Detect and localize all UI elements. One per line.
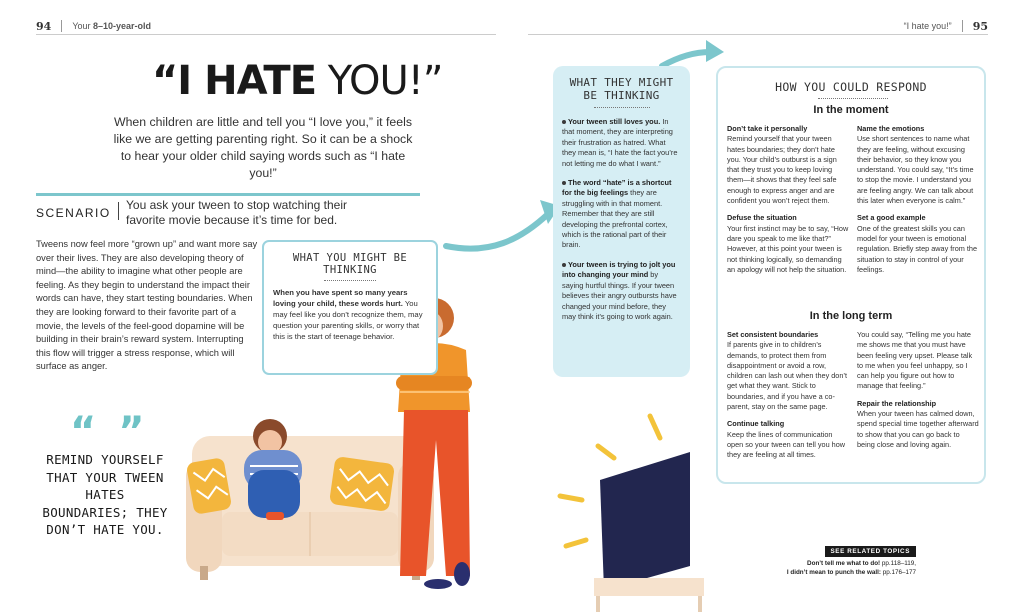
parent-thinking-bold: When you have spent so many years loving your child, these words hurt. [273,288,408,308]
related-topics [786,546,916,577]
item-text: they are struggling with in that moment. Remember that they are still developing the prefrontal cortex, which is the rational part of their brain. [562,188,668,250]
pull-quote: REMIND YOURSELF THAT YOUR TWEEN HATES BOUNDARIES; THEY DON’T HATE YOU. [42,452,168,537]
pillow-right [329,456,395,512]
intro-text: When children are little and tell you “I love you,” it feels like we are getting parenting right. So it can be a shock to hear your older child saying words such as “I hate you!” [113,115,413,180]
tween-thinking-item [562,117,681,169]
tip-text: You could say, “Telling me you hate me shows me that you must have been feeling very upset. Please talk to me when you feel unhappy, so I can help you figure out how to manage that feeling.” [857,330,973,391]
left-running-title-pre: Your [72,21,93,31]
tip-title: Don’t take it personally [727,124,808,133]
tip-title: Repair the relationship [857,398,937,408]
left-running-title-bold: 8–10-year-old [93,21,152,31]
television [560,416,704,612]
tip-title: Defuse the situation [727,213,797,223]
tween-thinking-item [562,178,681,251]
child [244,419,302,520]
arrow-to-tween-box [446,214,548,249]
tip-text: One of the greatest skills you can model for your tween is emotional regulation. Briefly step away from the situation to stay in control of your feelings. [857,223,978,274]
tip-title: Name the emotions [857,124,925,133]
quote-marks: “ ” [70,409,149,455]
arrow-to-respond-box [662,52,710,66]
related-link-title[interactable]: I didn’t mean to punch the wall: [786,569,881,576]
tip-title: Set a good example [857,213,926,223]
tween-thinking-box [553,66,690,377]
tip-title: Set consistent boundaries [727,330,819,339]
arrow-head [706,40,724,62]
page-title-thin: YOU!” [316,58,443,104]
right-running-title: “I hate you!” [903,21,952,31]
item-bold: Your tween is trying to jolt you into changing your mind [562,259,676,280]
moment-right-column [857,124,979,275]
respond-heading: HOW YOU COULD RESPOND [775,80,927,94]
parent-thinking-heading: WHAT YOU MIGHT BE THINKING [292,252,408,276]
long-term-heading: In the long term [809,310,893,322]
long-term-right-column [857,330,979,450]
scenario-label: SCENARIO [36,206,111,220]
tip-text: Use short sentences to name what they are feeling, without excusing their behavior, so they know you understand. You could say, “It’s time to stop the movie. I understand you are feeling angry. We can talk about this later when everyone is calm.” [857,134,974,206]
item-bold: The word “hate” is a shortcut for the big feelings [562,178,672,198]
left-page-number: 94 [36,19,52,33]
related-link[interactable] [786,568,916,577]
body-text: Tweens now feel more “grown up” and want more say over their lives. They are also developing theory of mind—the ability to imagine what other people are feeling. As they begin to understand the impact their words can have, they start testing boundaries. When they are looking forward to their favorite part of a movie, the levels of the feel-good dopamine will be building in their brain’s reward system. Interrupting this flow will trigger a stress response, which will surface as anger. [36,239,258,372]
related-link-pages: pp.118–119, [880,560,916,567]
tween-thinking-item [562,260,681,322]
related-topics-tag: SEE RELATED TOPICS [825,546,917,557]
long-term-left-column [727,330,849,461]
related-link[interactable] [786,559,916,568]
bullet-icon [562,263,566,267]
tip-text: When your tween has calmed down, spend special time together afterward to show that you can go back to being close and loving again. [857,409,979,449]
item-text: In that moment, they are interpreting their frustration as hatred. What they mean is, “I hate the fact you’re not letting me do what I want.” [562,117,678,168]
parent-thinking-body: You may feel like you don’t recognize them, may question your parenting skills, or worry that this is the start of teenage behavior. [273,299,423,341]
parent-thinking-box [262,240,438,375]
tip-text: If parents give in to children’s demands, to protect them from disappointment or avoid a row, children can lash out when they don’t get what they want. Stick to boundaries, and if you have a co-parent, stay on the same page. [727,340,848,412]
moment-left-column [727,124,849,275]
related-link-pages: pp.176–177 [880,569,916,576]
tip-text: Keep the lines of communication open so your tween can tell you how they are feeling at all times. [727,429,846,460]
parent-thinking-text [273,287,427,342]
bullet-icon [562,181,566,185]
tip-text: Remind yourself that your tween hates boundaries; they don’t hate you. Your child’s outburst is a sign that they trust you to keep loving them—it shows that they feel safe enough to express anger and are confident you won’t reject them. [727,134,837,206]
related-link-title[interactable]: Don’t tell me what to do! [807,560,881,567]
tip-text: Your first instinct may be to say, “How dare you speak to me like that?” However, at this point your tween is not thinking logically, so demanding an apology will not help the situation. [727,223,849,274]
dotted-rule [594,107,650,108]
scenario-text: You ask your tween to stop watching their favorite movie because it’s time for bed. [126,198,348,227]
page-title-bold: “I HATE [152,58,317,104]
dotted-rule [324,280,376,281]
item-text: by saying hurtful things. If your tween believes their angry outbursts have changed your mind before, they may think it’s going to work again. [562,270,677,321]
tween-thinking-heading: WHAT THEY MIGHT BE THINKING [569,76,674,102]
tip-title: Continue talking [727,419,785,429]
item-bold: Your tween still loves you. [568,117,661,126]
in-the-moment-heading: In the moment [813,104,889,116]
bullet-icon [562,120,566,124]
right-page-number: 95 [972,19,988,33]
dotted-rule [818,98,888,99]
respond-box [716,66,986,484]
